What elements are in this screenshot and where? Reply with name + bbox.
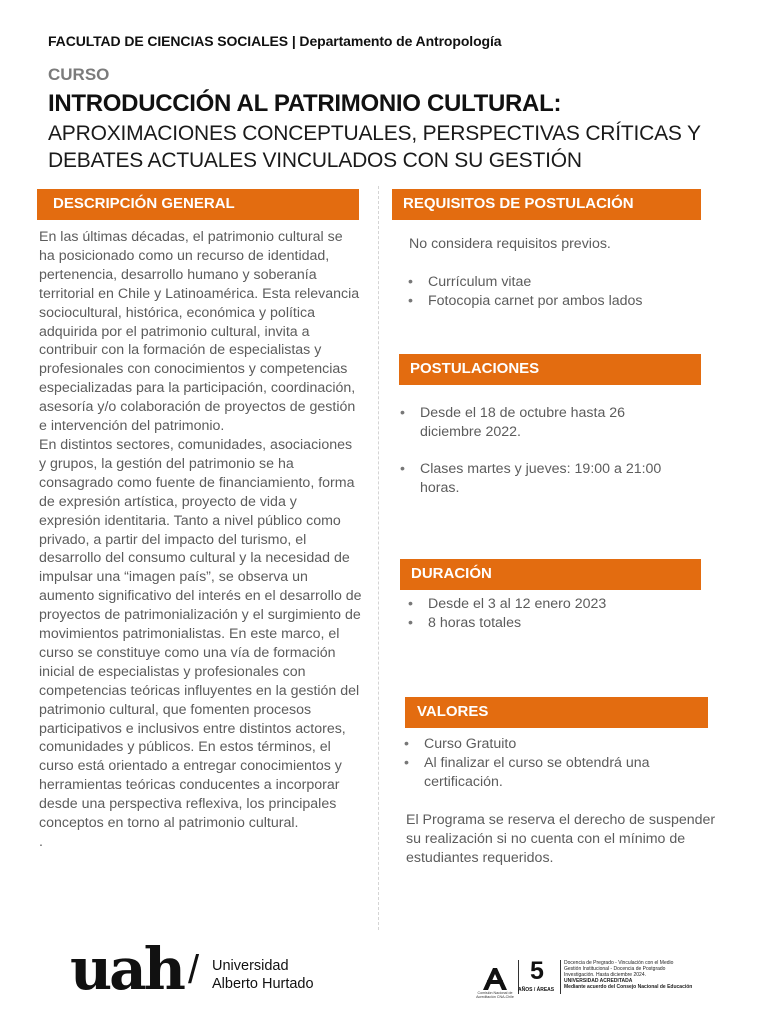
- applications-list: [400, 404, 690, 516]
- fees-list: [404, 735, 704, 792]
- accreditation-areas: [564, 960, 714, 990]
- description-heading: DESCRIPCIÓN GENERAL: [37, 189, 359, 220]
- accreditation-line: Docencia de Pregrado - Vinculación con el Medio: [564, 960, 674, 966]
- university-name-line2: Alberto Hurtado: [212, 976, 314, 992]
- accreditation-line: Gestión Institucional - Docencia de Postgrado: [564, 966, 666, 972]
- applications-heading: POSTULACIONES: [399, 354, 701, 385]
- duration-item: • Desde el 3 al 12 enero 2023: [408, 595, 708, 614]
- accreditation-decree: Mediante acuerdo del Consejo Nacional de Educación: [564, 984, 693, 990]
- column-divider: [378, 186, 379, 930]
- university-name: [212, 957, 314, 993]
- requirements-heading: REQUISITOS DE POSTULACIÓN: [392, 189, 701, 220]
- duration-item: • 8 horas totales: [408, 614, 708, 633]
- requirement-item: • Currículum vitae: [408, 273, 708, 292]
- accreditation-years-label: AÑOS / ÁREAS: [518, 987, 555, 993]
- description-body: [39, 228, 362, 852]
- university-name-line1: Universidad: [212, 958, 289, 974]
- faculty-line: FACULTAD DE CIENCIAS SOCIALES | Departamento de Antropología: [48, 33, 502, 49]
- duration-heading: DURACIÓN: [400, 559, 701, 590]
- requirement-item: • Fotocopia carnet por ambos lados: [408, 292, 708, 311]
- accreditation-years: 5: [530, 957, 544, 985]
- requirements-list: [408, 273, 708, 311]
- uah-logo: uah: [70, 935, 183, 1003]
- duration-list: [408, 595, 708, 633]
- logo-slash: /: [188, 948, 200, 992]
- course-subtitle: APROXIMACIONES CONCEPTUALES, PERSPECTIVAS CRÍTICAS Y DEBATES ACTUALES VINCULADOS CON SU GESTIÓN: [48, 122, 701, 172]
- description-paragraph: En las últimas décadas, el patrimonio cultural se ha posicionado como un recurso de identidad, pertenencia, desarrollo humano y soberanía territorial en Chile y Latinoamérica. Esta relevancia sociocultural, histórica, económica y política adquirida por el patrimonio cultural, invita a contribuir con la formación de especialistas y profesionales con conocimientos y competencias especializadas para la participación, coordinación, asesoría y/o colaboración de proyectos de gestión e intervención del patrimonio.: [39, 229, 360, 435]
- fees-note: El Programa se reserva el derecho de suspender su realización si no cuenta con el mínimo de estudiantes requeridos.: [406, 812, 716, 866]
- requirements-note: No considera requisitos previos.: [409, 236, 611, 252]
- seal-divider: [560, 960, 561, 994]
- fee-item: • Al finalizar el curso se obtendrá una certificación.: [404, 754, 704, 792]
- fee-item: • Curso Gratuito: [404, 735, 704, 754]
- application-item: • Desde el 18 de octubre hasta 26 diciembre 2022.: [400, 404, 690, 442]
- cna-agency: Comisión Nacional de Acreditación CNA-Chile: [476, 991, 514, 999]
- accreditation-status: UNIVERSIDAD ACREDITADA: [564, 978, 633, 984]
- application-item: • Clases martes y jueves: 19:00 a 21:00 horas.: [400, 460, 690, 498]
- description-paragraph: En distintos sectores, comunidades, asociaciones y grupos, la gestión del patrimonio se ha consagrado como fuente de financiamiento, forma de expresión artística, proyecto de vida y expresión identitaria. Tanto a nivel público como privado, a partir del impacto del turismo, el desarrollo del consumo cultural y la necesidad de impulsar una “imagen país”, se observa un aumento significativo del interés en el desarrollo de proyectos de patrimonialización y el surgimiento de movimientos patrimonialistas. En este marco, el curso se constituye como una vía de formación inicial de especialistas y profesionales con competencias teóricas influyentes en la gestión del patrimonio cultural, que fomenten procesos participativos e inclusivos entre distintos actores, comunidades y públicos. En estos términos, el curso está orientado a entregar conocimientos y herramientas teóricas conducentes a incorporar desde una perspectiva reflexiva, los principales conceptos en torno al patrimonio cultural.: [39, 436, 362, 832]
- accreditation-line: Investigación. Hasta diciembre 2024.: [564, 972, 646, 978]
- description-trailing-dot: .: [39, 834, 43, 850]
- course-title: INTRODUCCIÓN AL PATRIMONIO CULTURAL:: [48, 90, 562, 117]
- fees-heading: VALORES: [405, 697, 708, 728]
- course-kicker: CURSO: [48, 65, 110, 84]
